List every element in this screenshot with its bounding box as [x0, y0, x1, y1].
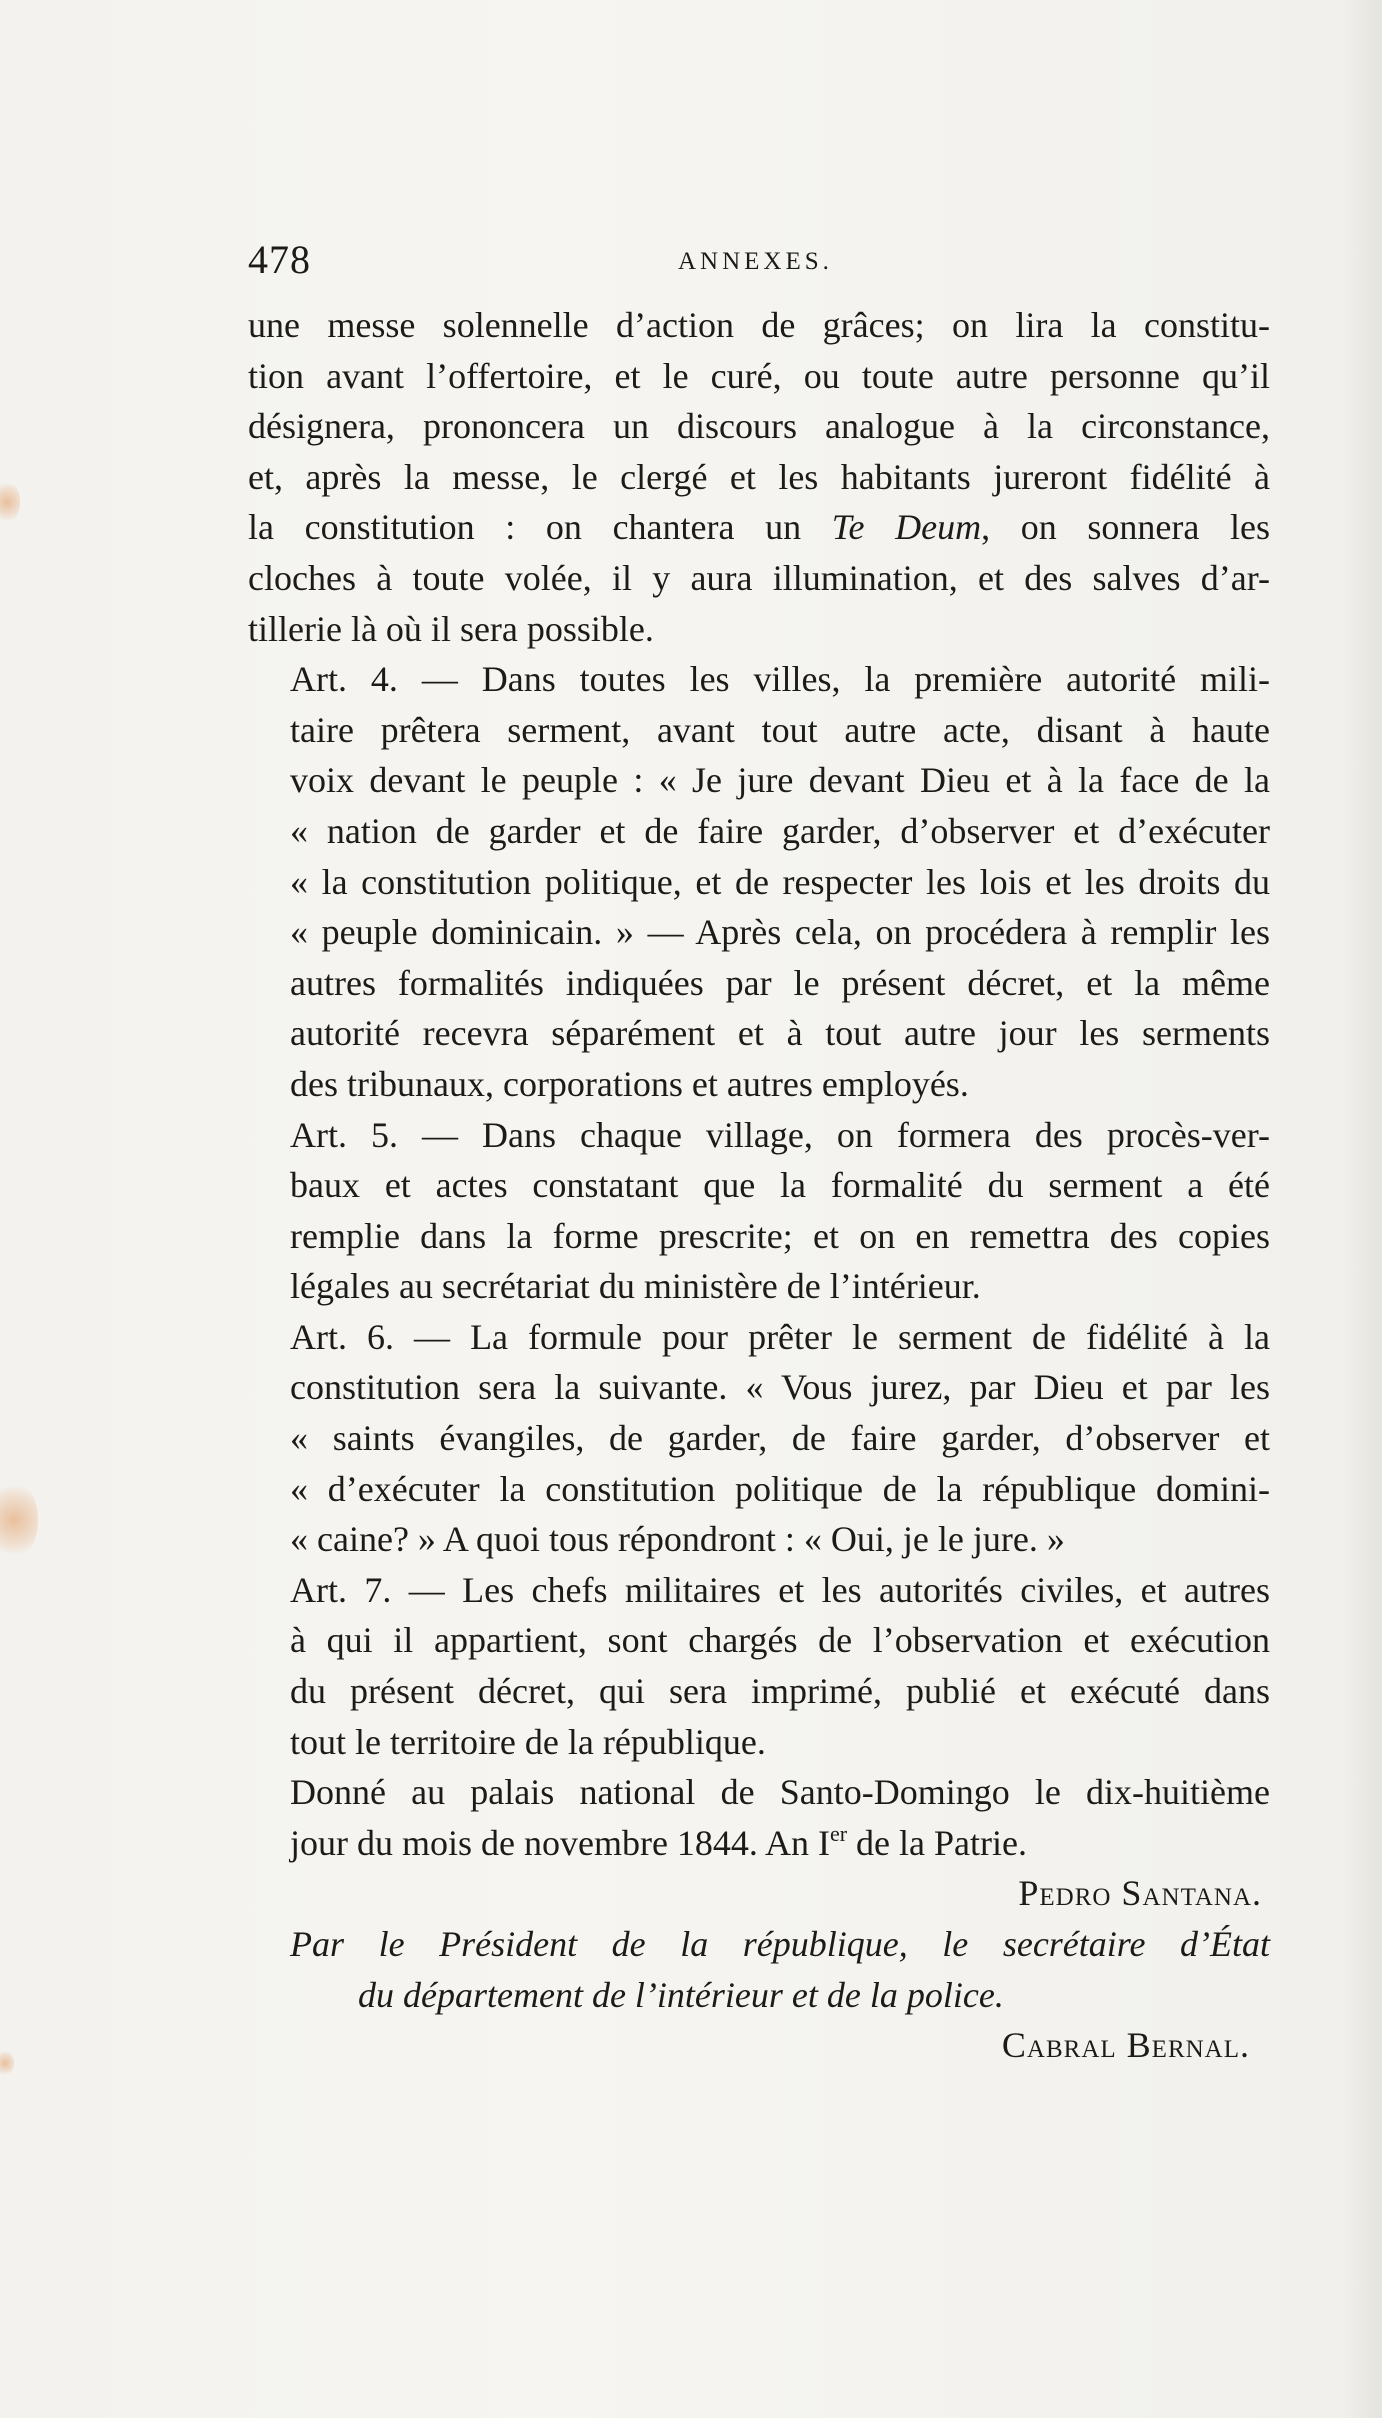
- text-line: tillerie là où il sera possible.: [248, 608, 654, 649]
- text-line: du présent décret, qui sera imprimé, publié et exécuté dans: [290, 1671, 1270, 1712]
- text-line: et, après la messe, le clergé et les habitants jureront fidélité à: [248, 456, 1270, 497]
- body-text: [248, 300, 1270, 2071]
- foxing-stain: [0, 1480, 38, 1560]
- foxing-stain: [0, 2050, 14, 2076]
- paragraph-art7: [248, 1565, 1270, 1767]
- text-line: « nation de garder et de faire garder, d’observer et d’exécuter: [290, 810, 1270, 851]
- text-line: Art. 5. — Dans chaque village, on formera des procès-ver-: [290, 1114, 1270, 1155]
- text-line: constitution sera la suivante. « Vous jurez, par Dieu et par les: [290, 1367, 1270, 1408]
- text-line: des tribunaux, corporations et autres employés.: [290, 1063, 969, 1104]
- text-line: « saints évangiles, de garder, de faire garder, d’observer et: [290, 1418, 1270, 1459]
- text-line: tout le territoire de la république.: [290, 1721, 766, 1762]
- text-line: désignera, prononcera un discours analogue à la circonstance,: [248, 406, 1270, 447]
- attestation-line: Par le Président de la république, le secrétaire d’État: [290, 1924, 1270, 1964]
- text-line: [248, 502, 1270, 553]
- text-line: Art. 7. — Les chefs militaires et les autorités civiles, et autres: [290, 1569, 1270, 1610]
- paragraph-art4: [248, 654, 1270, 1109]
- text-line: à qui il appartient, sont chargés de l’observation et exécution: [290, 1620, 1270, 1661]
- text-line: « peuple dominicain. » — Après cela, on procédera à remplir les: [290, 912, 1270, 953]
- text-line: Art. 4. — Dans toutes les villes, la première autorité mili-: [290, 659, 1270, 700]
- text-line: « caine? » A quoi tous répondront : « Oui, je le jure. »: [290, 1519, 1065, 1560]
- text-line: autres formalités indiquées par le présent décret, et la même: [290, 962, 1270, 1003]
- president-signature: Pedro Santana.: [1018, 1873, 1262, 1914]
- superscript-er: er: [829, 1820, 848, 1846]
- page-gutter-shadow: [1342, 0, 1382, 2418]
- text-line: tion avant l’offertoire, et le curé, ou toute autre personne qu’il: [248, 355, 1270, 396]
- text-line: [248, 1818, 1270, 1869]
- attestation-line: du département de l’intérieur et de la police.: [358, 1974, 1004, 2015]
- paragraph-art6: [248, 1312, 1270, 1565]
- text-line: légales au secrétariat du ministère de l’intérieur.: [290, 1266, 981, 1307]
- te-deum-italic: Te Deum: [831, 507, 982, 548]
- text-line: voix devant le peuple : « Je jure devant Dieu et à la face de la: [290, 760, 1270, 801]
- foxing-stain: [0, 480, 20, 524]
- text-line: « la constitution politique, et de respecter les lois et les droits du: [290, 861, 1270, 902]
- running-head: ANNEXES.: [678, 248, 833, 275]
- paragraph-art5: [248, 1110, 1270, 1312]
- paragraph-art3-continuation: [248, 300, 1270, 654]
- text-line: Donné au palais national de Santo-Domingo le dix-huitième: [290, 1772, 1270, 1813]
- text-line: une messe solennelle d’action de grâces; on lira la constitu-: [248, 305, 1270, 345]
- page-header: [248, 235, 1270, 285]
- text-line: cloches à toute volée, il y aura illumination, et des salves d’ar-: [248, 557, 1270, 598]
- text-fragment: de la Patrie.: [847, 1822, 1027, 1863]
- text-line: remplie dans la forme prescrite; et on en remettra des copies: [290, 1215, 1270, 1256]
- text-line: baux et actes constatant que la formalité du serment a été: [290, 1165, 1270, 1206]
- text-line: taire prêtera serment, avant tout autre acte, disant à haute: [290, 709, 1270, 750]
- text-fragment: la constitution : on chantera un: [248, 507, 832, 548]
- text-fragment: jour du mois de novembre 1844. An I: [290, 1822, 830, 1863]
- text-line: « d’exécuter la constitution politique de la république domini-: [290, 1468, 1270, 1509]
- secretary-signature: Cabral Bernal.: [1001, 2025, 1250, 2066]
- text-fragment: , on sonnera les: [981, 507, 1270, 548]
- paragraph-given: [248, 1767, 1270, 1868]
- text-line: autorité recevra séparément et à tout autre jour les serments: [290, 1013, 1270, 1054]
- page-number: 478: [248, 237, 311, 282]
- text-line: Art. 6. — La formule pour prêter le serment de fidélité à la: [290, 1316, 1270, 1357]
